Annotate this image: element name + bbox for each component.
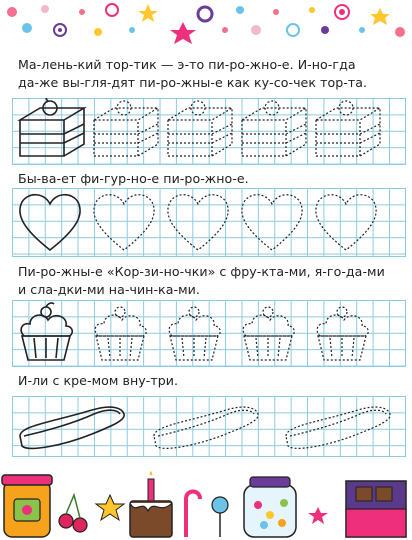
basket-cakes-dotted	[95, 307, 368, 360]
eclair-solid	[20, 407, 124, 448]
tracing-grid-cake-slices	[12, 98, 406, 165]
heart-drawings	[12, 188, 405, 256]
instruction-line-1: Ма-лень-кий тор-тик — э-то пи-ро-жно-е. И-но-гда	[18, 57, 356, 72]
small-star-icon	[308, 507, 328, 524]
candy-cane-icon	[186, 492, 200, 538]
cherries-icon	[59, 495, 87, 532]
decoration-pattern-top	[0, 0, 412, 50]
instruction-line-4: Пи-ро-жны-е «Кор-зи-но-чки» с фру-кта-ми, я-го-да-ми	[18, 264, 385, 279]
bottom-decoration-band	[0, 455, 412, 540]
instruction-line-3: Бы-ва-ет фи-гур-но-е пи-ро-жно-е.	[18, 171, 249, 186]
tracing-grid-eclairs	[12, 396, 406, 457]
top-decoration-band	[0, 0, 412, 50]
cake-slice-drawings	[12, 98, 405, 164]
candy-jar-icon	[244, 477, 296, 537]
basket-cake-solid	[21, 303, 72, 360]
star-icon	[96, 495, 124, 520]
cake-icon	[130, 471, 172, 537]
cake-slices-dotted	[94, 101, 380, 156]
tracing-grid-basket-cakes	[12, 300, 406, 367]
chocolate-bar-icon	[346, 481, 406, 537]
tracing-grid-hearts	[12, 188, 406, 257]
lollipop-icon	[212, 497, 228, 537]
hearts-dotted	[94, 195, 376, 250]
jam-jar-icon	[2, 475, 52, 537]
basket-cake-drawings	[12, 300, 405, 366]
heart-solid	[20, 195, 80, 250]
eclair-drawings	[12, 396, 405, 456]
cake-slice-solid	[20, 98, 84, 156]
instruction-line-2: да-же вы-гля-дят пи-ро-жны-е как ку-со-чек тор-та.	[18, 75, 368, 90]
eclairs-dotted	[154, 407, 390, 448]
decoration-sweets-bottom	[0, 455, 412, 540]
instruction-line-6: И-ли с кре-мом вну-три.	[18, 373, 179, 388]
instruction-line-5: и сла-дки-ми на-чин-ка-ми.	[18, 282, 200, 297]
